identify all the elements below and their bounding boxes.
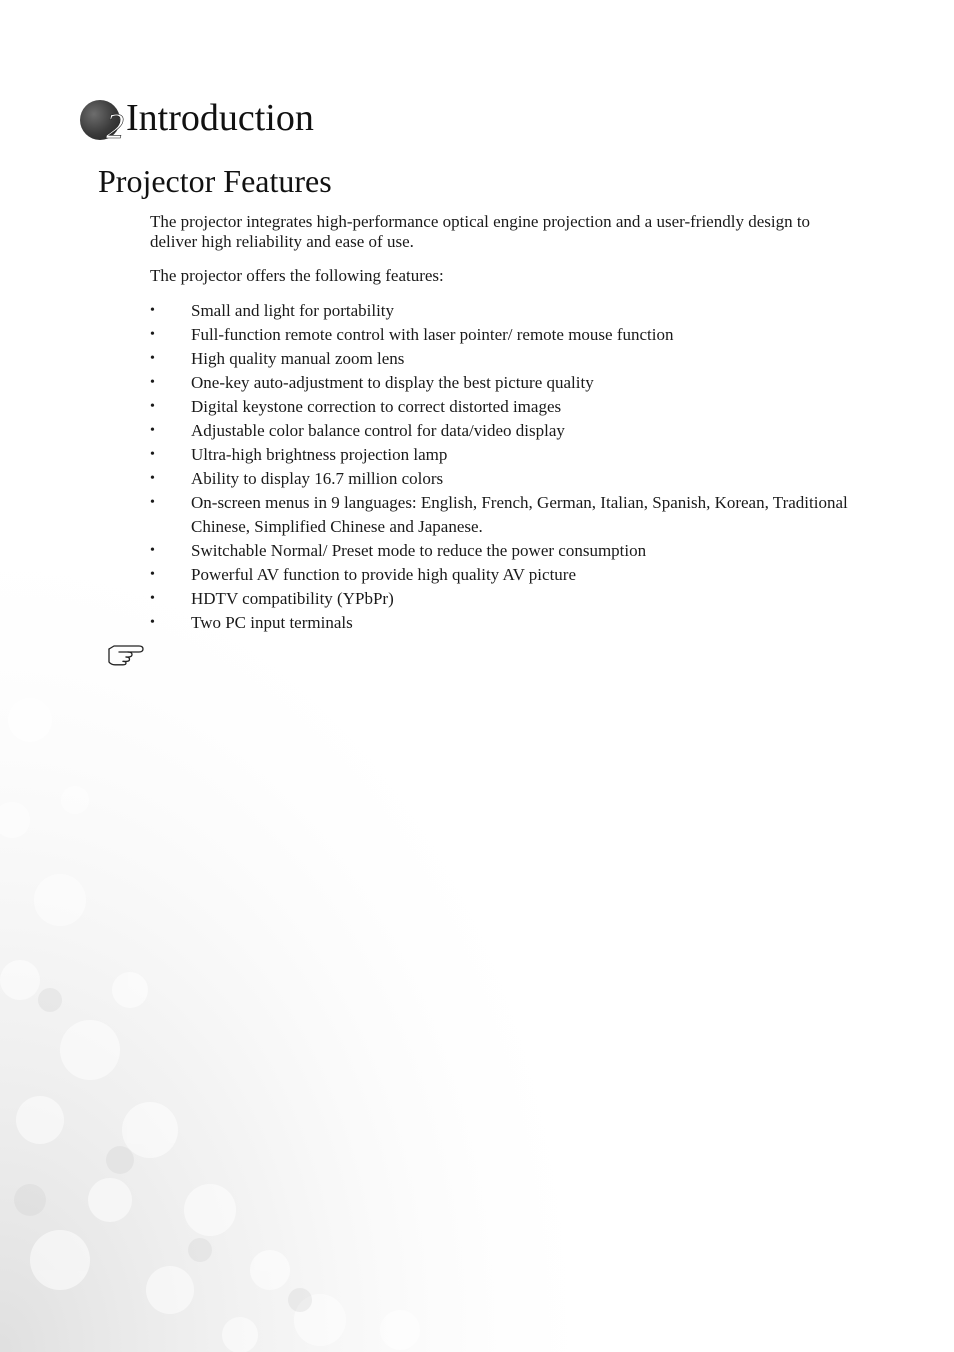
list-item: [150, 347, 850, 371]
bullet-icon: •: [150, 303, 155, 318]
bullet-icon: •: [150, 399, 155, 414]
feature-text: Small and light for portability: [191, 301, 395, 320]
feature-list: [150, 299, 850, 635]
feature-text: One-key auto-adjustment to display the best picture quality: [191, 373, 594, 392]
feature-text: Switchable Normal/ Preset mode to reduce the power consumption: [191, 541, 647, 560]
chapter-title: Introduction: [126, 97, 314, 139]
list-item: [150, 323, 850, 347]
feature-text: Two PC input terminals: [191, 613, 353, 632]
bullet-icon: •: [150, 567, 155, 582]
list-item: [150, 299, 850, 323]
chapter-number: 2: [106, 106, 124, 146]
list-item: [150, 539, 850, 563]
bullet-icon: •: [150, 591, 155, 606]
feature-text: Ultra-high brightness projection lamp: [191, 445, 448, 464]
bullet-icon: •: [150, 351, 155, 366]
section-title: Projector Features: [98, 163, 332, 199]
feature-text: Powerful AV function to provide high quality AV picture: [191, 565, 576, 584]
bullet-icon: •: [150, 375, 155, 390]
features-lead-paragraph: The projector offers the following features:: [150, 266, 444, 285]
feature-text: On-screen menus in 9 languages: English, French, German, Italian, Spanish, Korean, Traditional Chinese, Simplified Chinese and Japanese.: [191, 493, 848, 536]
feature-text: High quality manual zoom lens: [191, 349, 405, 368]
list-item: [150, 371, 850, 395]
bullet-icon: •: [150, 423, 155, 438]
list-item: [150, 611, 850, 635]
intro-paragraph: The projector integrates high-performance optical engine projection and a user-friendly design to deliver high reliability and ease of use.: [150, 212, 811, 251]
feature-text: Adjustable color balance control for data/video display: [191, 421, 565, 440]
list-item: [150, 467, 850, 491]
bullet-icon: •: [150, 447, 155, 462]
list-item: [150, 419, 850, 443]
bullet-icon: •: [150, 471, 155, 486]
pointing-hand-icon: [106, 640, 146, 666]
bullet-icon: •: [150, 543, 155, 558]
feature-text: Ability to display 16.7 million colors: [191, 469, 444, 488]
feature-text: Full-function remote control with laser pointer/ remote mouse function: [191, 325, 674, 344]
list-item: [150, 395, 850, 419]
chapter-number-badge: [80, 100, 124, 146]
list-item: [150, 491, 850, 539]
feature-text: Digital keystone correction to correct distorted images: [191, 397, 562, 416]
feature-text: HDTV compatibility (YPbPr): [191, 589, 394, 608]
bullet-icon: •: [150, 495, 155, 510]
list-item: [150, 587, 850, 611]
list-item: [150, 563, 850, 587]
bullet-icon: •: [150, 615, 155, 630]
bullet-icon: •: [150, 327, 155, 342]
chapter-heading: [80, 92, 314, 144]
list-item: [150, 443, 850, 467]
